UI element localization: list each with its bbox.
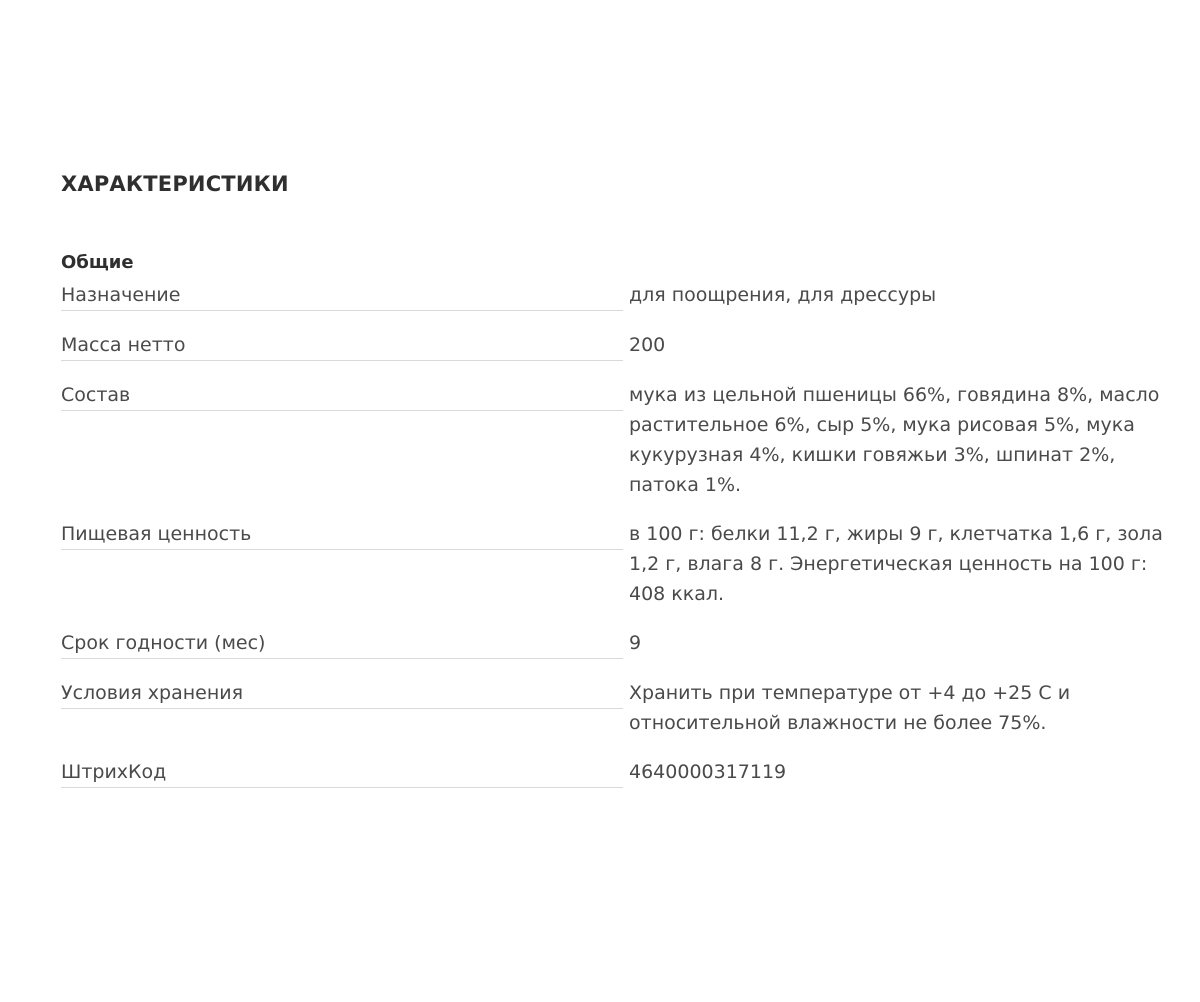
spec-value: 4640000317119 bbox=[629, 761, 787, 783]
spec-label: Масса нетто bbox=[61, 330, 623, 361]
spec-label: Условия хранения bbox=[61, 678, 623, 709]
spec-value: 200 bbox=[629, 334, 666, 356]
spec-value: в 100 г: белки 11,2 г, жиры 9 г, клетчатка 1,6 г, зола 1,2 г, влага 8 г. Энергетическая ценность на 100 г: 408 ккал. bbox=[629, 523, 1163, 605]
spec-label: Назначение bbox=[61, 280, 623, 311]
spec-rows bbox=[61, 280, 1171, 788]
spec-value: 9 bbox=[629, 632, 642, 654]
spec-row-barcode bbox=[61, 757, 1171, 788]
spec-value: мука из цельной пшеницы 66%, говядина 8%, масло растительное 6%, сыр 5%, мука рисовая 5%, мука кукурузная 4%, кишки говяжьи 3%, шпинат 2%, патока 1%. bbox=[629, 384, 1160, 496]
spec-row-purpose bbox=[61, 280, 1171, 311]
spec-label: Состав bbox=[61, 380, 623, 411]
spec-value: Хранить при температуре от +4 до +25 С и относительной влажности не более 75%. bbox=[629, 682, 1071, 734]
group-title: Общие bbox=[61, 252, 134, 273]
section-title: ХАРАКТЕРИСТИКИ bbox=[61, 172, 289, 196]
spec-row-shelf-life bbox=[61, 628, 1171, 659]
spec-row-nutrition bbox=[61, 519, 1171, 609]
spec-label: ШтрихКод bbox=[61, 757, 623, 788]
spec-value: для поощрения, для дрессуры bbox=[629, 284, 937, 306]
spec-row-composition bbox=[61, 380, 1171, 500]
spec-row-net-weight bbox=[61, 330, 1171, 361]
specs-section bbox=[61, 170, 1171, 807]
spec-label: Срок годности (мес) bbox=[61, 628, 623, 659]
spec-row-storage bbox=[61, 678, 1171, 738]
spec-label: Пищевая ценность bbox=[61, 519, 623, 550]
